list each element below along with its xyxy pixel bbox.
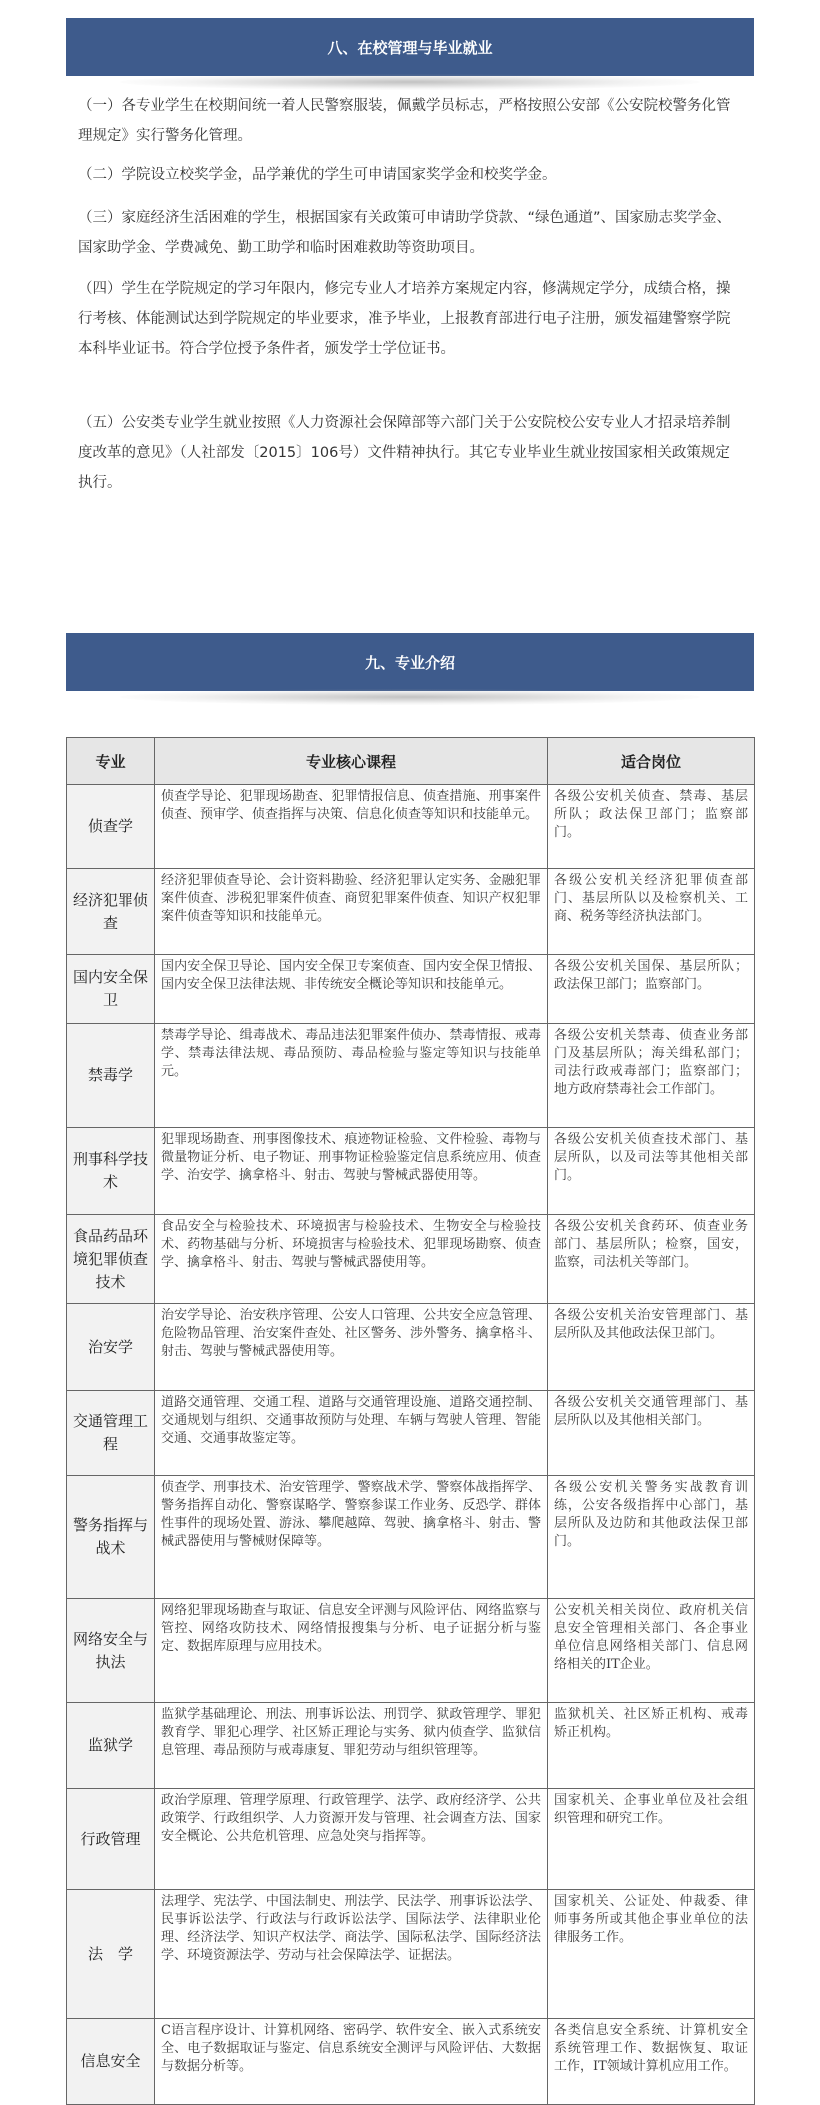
table-row [67, 1128, 755, 1215]
table-row [67, 1215, 755, 1304]
table-row [67, 1789, 755, 1890]
suitable-jobs: 各级公安机关经济犯罪侦查部门、基层所队以及检察机关、工商、税务等经济执法部门。 [548, 869, 755, 955]
major-name: 行政管理 [67, 1789, 155, 1890]
section-8-banner-shadow [120, 74, 700, 90]
table-row [67, 955, 755, 1024]
core-courses: C语言程序设计、计算机网络、密码学、软件安全、嵌入式系统安全、电子数据取证与鉴定、信息系统安全测评与风险评估、大数据与数据分析等。 [155, 2019, 548, 2105]
table-row [67, 869, 755, 955]
major-name: 监狱学 [67, 1703, 155, 1789]
section-9-banner: 九、专业介绍 [66, 633, 754, 691]
suitable-jobs: 各级公安机关食药环、侦查业务部门、基层所队；检察，国安，监察，司法机关等部门。 [548, 1215, 755, 1304]
header-major: 专业 [67, 738, 155, 785]
core-courses: 法理学、宪法学、中国法制史、刑法学、民法学、刑事诉讼法学、民事诉讼法学、行政法与行政诉讼法学、国际法学、法律职业伦理、经济法学、知识产权法学、商法学、国际私法学、国际经济法学、环境资源法学、劳动与社会保障法学、证据法。 [155, 1890, 548, 2019]
suitable-jobs: 公安机关相关岗位、政府机关信息安全管理相关部门、各企事业单位信息网络相关部门、信息网络相关的IT企业。 [548, 1599, 755, 1703]
paragraph-3: （三）家庭经济生活困难的学生，根据国家有关政策可申请助学贷款、“绿色通道”、国家励志奖学金、国家助学金、学费减免、勤工助学和临时困难救助等资助项目。 [78, 210, 732, 256]
suitable-jobs: 各级公安机关禁毒、侦查业务部门及基层所队；海关缉私部门；司法行政戒毒部门；监察部门；地方政府禁毒社会工作部门。 [548, 1024, 755, 1128]
core-courses: 监狱学基础理论、刑法、刑事诉讼法、刑罚学、狱政管理学、罪犯教育学、罪犯心理学、社区矫正理论与实务、狱内侦查学、监狱信息管理、毒品预防与戒毒康复、罪犯劳动与组织管理等。 [155, 1703, 548, 1789]
suitable-jobs: 各级公安机关侦查技术部门、基层所队，以及司法等其他相关部门。 [548, 1128, 755, 1215]
suitable-jobs: 各级公安机关国保、基层所队；政法保卫部门；监察部门。 [548, 955, 755, 1024]
table-row [67, 1890, 755, 2019]
paragraph-5: （五）公安类专业学生就业按照《人力资源社会保障部等六部门关于公安院校公安专业人才招录培养制度改革的意见》（人社部发〔2015〕106号）文件精神执行。其它专业毕业生就业按国家相关政策规定执行。 [78, 415, 731, 491]
core-courses: 国内安全保卫导论、国内安全保卫专案侦查、国内安全保卫情报、国内安全保卫法律法规、非传统安全概论等知识和技能单元。 [155, 955, 548, 1024]
major-name: 侦查学 [67, 785, 155, 869]
paragraph-4: （四）学生在学院规定的学习年限内，修完专业人才培养方案规定内容，修满规定学分，成绩合格，操行考核、体能测试达到学院规定的毕业要求，准予毕业，上报教育部进行电子注册，颁发福建警察学院本科毕业证书。符合学位授予条件者，颁发学士学位证书。 [78, 281, 731, 357]
table-row [67, 1391, 755, 1476]
core-courses: 侦查学导论、犯罪现场勘查、犯罪情报信息、侦查措施、刑事案件侦查、预审学、侦查指挥与决策、信息化侦查等知识和技能单元。 [155, 785, 548, 869]
paragraph-1: （一）各专业学生在校期间统一着人民警察服装，佩戴学员标志，严格按照公安部《公安院校警务化管理规定》实行警务化管理。 [78, 98, 731, 144]
major-name: 法 学 [67, 1890, 155, 2019]
table-row [67, 1703, 755, 1789]
core-courses: 道路交通管理、交通工程、道路与交通管理设施、道路交通控制、交通规划与组织、交通事故预防与处理、车辆与驾驶人管理、智能交通、交通事故鉴定等。 [155, 1391, 548, 1476]
major-name: 刑事科学技术 [67, 1128, 155, 1215]
major-name: 信息安全 [67, 2019, 155, 2105]
table-row [67, 1024, 755, 1128]
major-name: 治安学 [67, 1304, 155, 1391]
table-header-row [67, 738, 755, 785]
table-row [67, 2019, 755, 2105]
suitable-jobs: 各级公安机关侦查、禁毒、基层所队；政法保卫部门；监察部门。 [548, 785, 755, 869]
suitable-jobs: 国家机关、公证处、仲裁委、律师事务所或其他企事业单位的法律服务工作。 [548, 1890, 755, 2019]
core-courses: 食品安全与检验技术、环境损害与检验技术、生物安全与检验技术、药物基础与分析、环境损害与检验技术、犯罪现场勘察、侦查学、擒拿格斗、射击、驾驶与警械武器使用等。 [155, 1215, 548, 1304]
table-row [67, 1599, 755, 1703]
major-name: 国内安全保卫 [67, 955, 155, 1024]
core-courses: 政治学原理、管理学原理、行政管理学、法学、政府经济学、公共政策学、行政组织学、人力资源开发与管理、社会调查方法、国家安全概论、公共危机管理、应急处突与指挥等。 [155, 1789, 548, 1890]
major-name: 警务指挥与战术 [67, 1476, 155, 1599]
core-courses: 治安学导论、治安秩序管理、公安人口管理、公共安全应急管理、危险物品管理、治安案件查处、社区警务、涉外警务、擒拿格斗、射击、驾驶与警械武器使用等。 [155, 1304, 548, 1391]
suitable-jobs: 国家机关、企事业单位及社会组织管理和研究工作。 [548, 1789, 755, 1890]
major-name: 食品药品环境犯罪侦查技术 [67, 1215, 155, 1304]
major-name: 交通管理工程 [67, 1391, 155, 1476]
section-8-banner: 八、在校管理与毕业就业 [66, 18, 754, 76]
core-courses: 网络犯罪现场勘查与取证、信息安全评测与风险评估、网络监察与管控、网络攻防技术、网络情报搜集与分析、电子证据分析与鉴定、数据库原理与应用技术。 [155, 1599, 548, 1703]
major-name: 经济犯罪侦查 [67, 869, 155, 955]
suitable-jobs: 各级公安机关警务实战教育训练，公安各级指挥中心部门，基层所队及边防和其他政法保卫部门。 [548, 1476, 755, 1599]
suitable-jobs: 各级公安机关交通管理部门、基层所队以及其他相关部门。 [548, 1391, 755, 1476]
major-name: 网络安全与执法 [67, 1599, 155, 1703]
core-courses: 禁毒学导论、缉毒战术、毒品违法犯罪案件侦办、禁毒情报、戒毒学、禁毒法律法规、毒品预防、毒品检验与鉴定等知识与技能单元。 [155, 1024, 548, 1128]
suitable-jobs: 各类信息安全系统、计算机安全系统管理工作、数据恢复、取证工作，IT领域计算机应用工作。 [548, 2019, 755, 2105]
suitable-jobs: 监狱机关、社区矫正机构、戒毒矫正机构。 [548, 1703, 755, 1789]
header-jobs: 适合岗位 [548, 738, 755, 785]
core-courses: 侦查学、刑事技术、治安管理学、警察战术学、警察体战指挥学、警务指挥自动化、警察谋略学、警察参谋工作业务、反恐学、群体性事件的现场处置、游泳、攀爬越障、驾驶、擒拿格斗、射击、警械武器使用与警械财保障等。 [155, 1476, 548, 1599]
core-courses: 犯罪现场勘查、刑事图像技术、痕迹物证检验、文件检验、毒物与微量物证分析、电子物证、刑事物证检验鉴定信息系统应用、侦查学、治安学、擒拿格斗、射击、驾驶与警械武器使用等。 [155, 1128, 548, 1215]
paragraph-2: （二）学院设立校奖学金，品学兼优的学生可申请国家奖学金和校奖学金。 [78, 167, 557, 183]
major-table [66, 737, 755, 2105]
table-row [67, 1304, 755, 1391]
suitable-jobs: 各级公安机关治安管理部门、基层所队及其他政法保卫部门。 [548, 1304, 755, 1391]
core-courses: 经济犯罪侦查导论、会计资料勘验、经济犯罪认定实务、金融犯罪案件侦查、涉税犯罪案件侦查、商贸犯罪案件侦查、知识产权犯罪案件侦查等知识和技能单元。 [155, 869, 548, 955]
table-row [67, 1476, 755, 1599]
header-courses: 专业核心课程 [155, 738, 548, 785]
major-name: 禁毒学 [67, 1024, 155, 1128]
section-9-banner-shadow [120, 689, 700, 705]
table-row [67, 785, 755, 869]
